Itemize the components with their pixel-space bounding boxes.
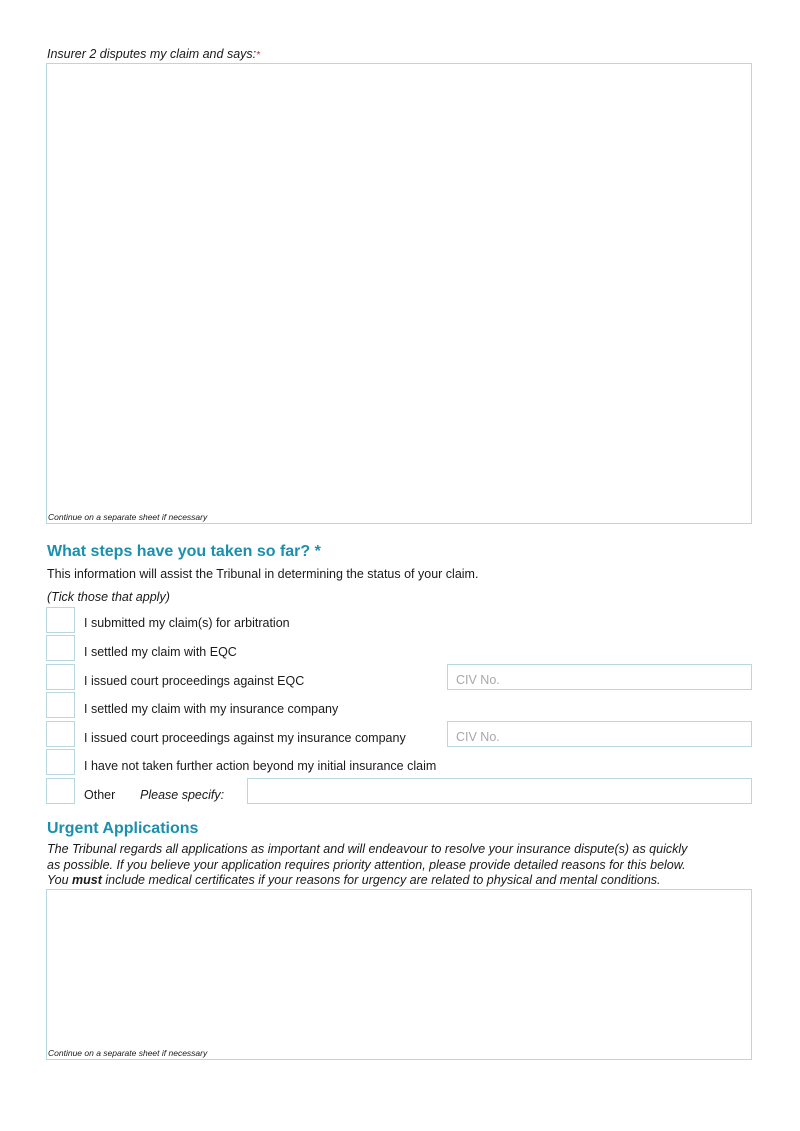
option-label-no-further-action: I have not taken further action beyond my initial insurance claim [84,759,437,773]
option-label-submitted-arbitration: I submitted my claim(s) for arbitration [84,616,290,630]
please-specify-label: Please specify: [140,788,225,802]
checkbox-submitted-arbitration[interactable] [46,607,75,633]
civ-number-placeholder: CIV No. [456,673,500,687]
checkbox-no-further-action[interactable] [46,749,75,775]
option-label-other: Other [84,788,116,802]
option-label-settled-insurer: I settled my claim with my insurance company [84,702,339,716]
civ-number-eqc-input[interactable] [447,664,752,690]
continue-note: Continue on a separate sheet if necessary [48,1048,208,1058]
urgent-line3-end: include medical certificates if your reasons for urgency are related to physical and mental conditions. [101,873,661,887]
checkbox-court-insurer[interactable] [46,721,75,747]
urgent-paragraph-line3 [47,873,757,889]
insurer2-label-text: Insurer 2 disputes my claim and says: [47,47,257,61]
steps-intro: This information will assist the Tribunal in determining the status of your claim. [47,567,479,581]
checkbox-settled-insurer[interactable] [46,692,75,718]
checkbox-court-eqc[interactable] [46,664,75,690]
tick-note: (Tick those that apply) [47,590,170,604]
option-label-court-eqc: I issued court proceedings against EQC [84,674,305,688]
insurer2-dispute-textarea[interactable] [46,63,752,524]
urgent-reasons-textarea[interactable] [46,889,752,1060]
insurer2-label [47,47,260,61]
urgent-paragraph [47,842,757,889]
checkbox-other[interactable] [46,778,75,804]
continue-note: Continue on a separate sheet if necessary [48,512,208,522]
civ-number-placeholder: CIV No. [456,730,500,744]
other-specify-input[interactable] [247,778,752,804]
checkbox-settled-eqc[interactable] [46,635,75,661]
option-label-court-insurer: I issued court proceedings against my insurance company [84,731,406,745]
urgent-line3-bold: must [72,873,102,887]
urgent-line3-start: You [47,873,73,887]
civ-number-insurer-input[interactable] [447,721,752,747]
steps-heading: What steps have you taken so far? * [47,543,321,560]
required-asterisk: * [256,50,261,61]
urgent-paragraph-line1: The Tribunal regards all applications as important and will endeavour to resolve your insurance dispute(s) as quickly [47,842,688,856]
urgent-heading: Urgent Applications [47,820,199,837]
option-label-settled-eqc: I settled my claim with EQC [84,645,237,659]
urgent-paragraph-line2: as possible. If you believe your application requires priority attention, please provide detailed reasons for this below. [47,857,686,872]
